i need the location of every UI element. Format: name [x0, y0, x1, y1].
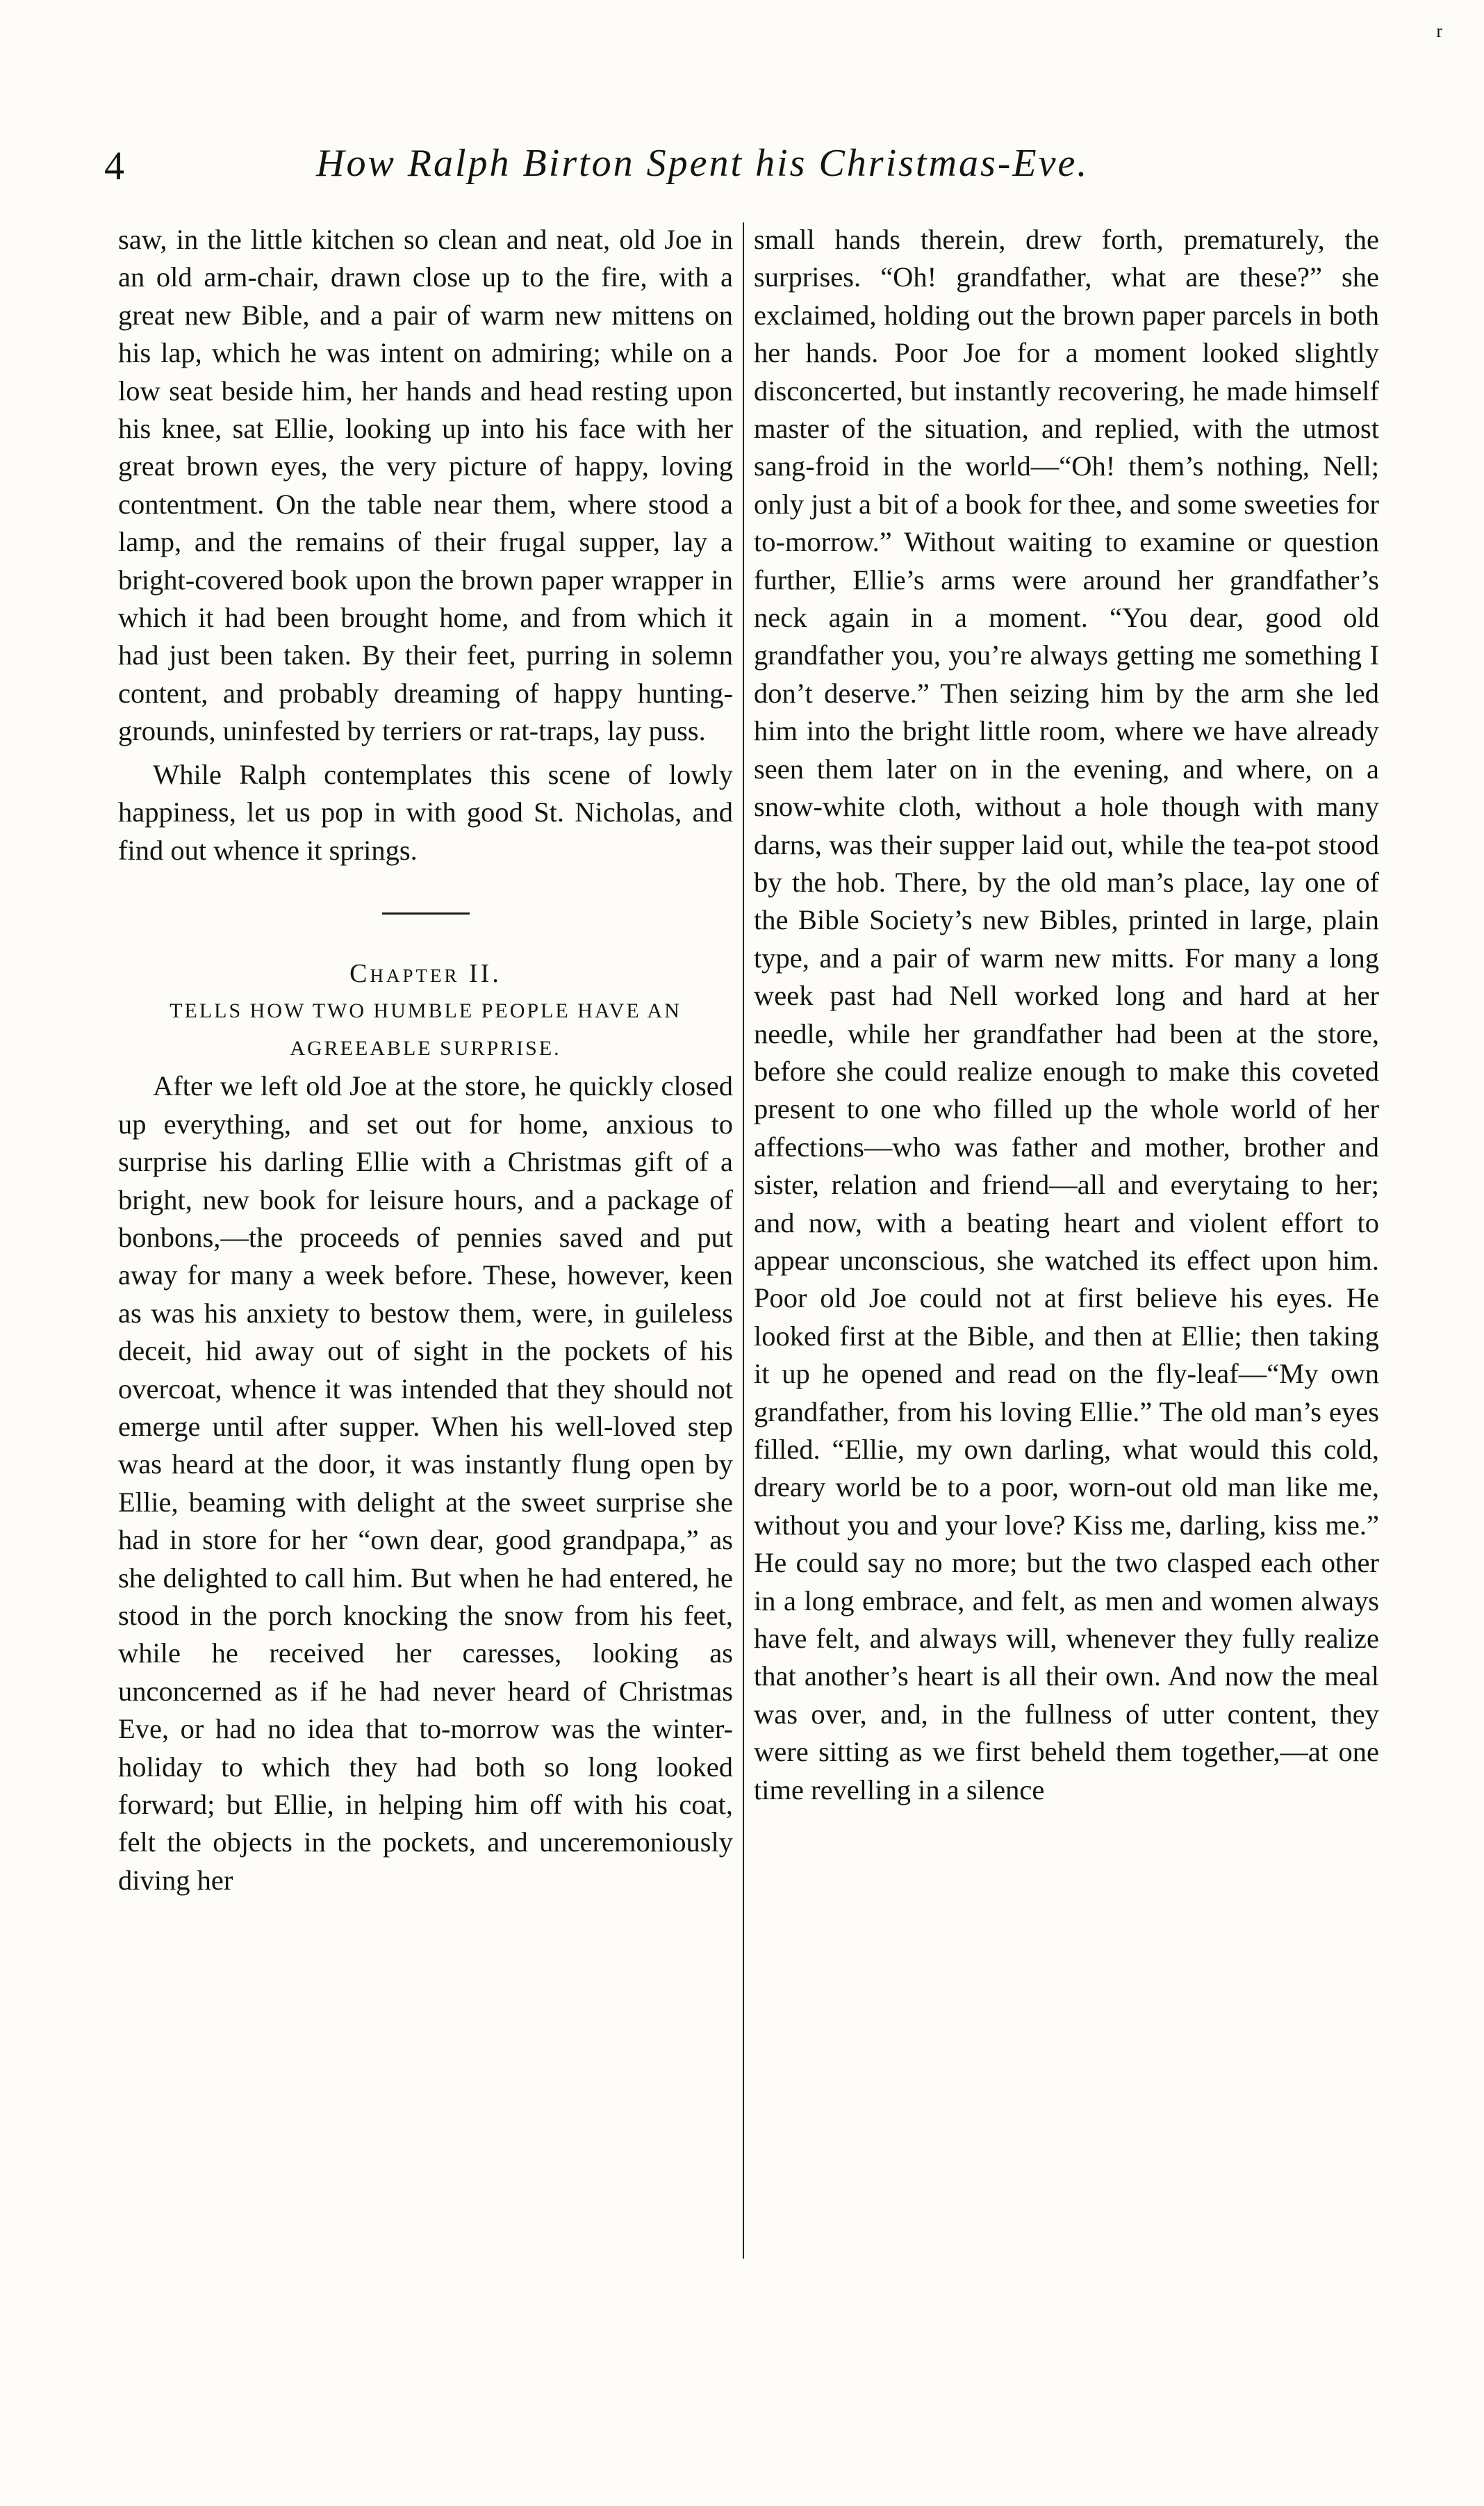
paragraph: While Ralph contemplates this scene of lowly happiness, let us pop in with good St. Nicholas, and find out whence it springs. [118, 758, 733, 866]
chapter-heading: Chapter II. [349, 958, 502, 988]
running-title: How Ralph Birton Spent his Christmas-Eve. [316, 142, 1089, 185]
paragraph: small hands therein, drew forth, prematurely, the surprises. “Oh! grandfather, what are these?” she exclaimed, holding out the brown paper parcels in both her hands. Poor Joe for a moment looked slightly disconcerted, but instantly recovering, he made himself master of the situation, and replied, with the utmost sang-froid in the world—“Oh! them’s nothing, Nell; only just a bit of a book for thee, and some sweeties for to-morrow.” Without waiting to examine or question further, Ellie’s arms were around her grandfather’s neck again in a moment. “You dear, good old grandfather you, you’re always getting me something I don’t deserve.” Then seizing him by the arm she led him into the bright little room, where we have already seen them later on in the evening, and where, on a snow-white cloth, without a hole though with many darns, was their supper laid out, while the tea-pot stood by the hob. There, by the old man’s place, lay one of the Bible Society’s new Bibles, printed in large, plain type, and a pair of warm new mitts. For many a long week past had Nell worked long and hard at her needle, while her grandfather had been at the store, before she could realize enough to make this coveted present to one who filled up the whole world of her affections—who was father and mother, brother and sister, relation and friend—all and everytaing to her; and now, with a beating heart and violent effort to appear unconscious, she watched its effect upon him. Poor old Joe could not at first believe his eyes. He looked first at the Bible, and then at Ellie; then taking it up he opened and read on the fly-leaf—“My own grandfather, from his loving Ellie.” The old man’s eyes filled. “Ellie, my own darling, what would this cold, dreary world be to a poor, worn-out old man like me, without you and your love? Kiss me, darling, kiss me.” He could say no more; but the two clasped each other in a long embrace, and felt, as men and women always have felt, and always will, whenever they fully realize that another’s heart is all their own. And now the meal was over, and, in the fullness of utter content, they were sitting as we first beheld them together,—at one time revelling in a silence [754, 224, 1379, 1805]
chapter-subtitle: TELLS HOW TWO HUMBLE PEOPLE HAVE AN AGREEABLE SURPRISE. [170, 999, 682, 1060]
paragraph: saw, in the little kitchen so clean and neat, old Joe in an old arm-chair, drawn close up to the fire, with a great new Bible, and a pair of warm new mittens on his lap, which he was intent on admiring; while on a low seat beside him, her hands and head resting upon his knee, sat Ellie, looking up into his face with her great brown eyes, the very picture of happy, loving contentment. On the table near them, where stood a lamp, and the remains of their frugal supper, lay a bright-covered book upon the brown paper wrapper in which it had been brought home, and from which it had just been taken. By their feet, purring in solemn content, and probably dreaming of happy hunting-grounds, uninfested by terriers or rat-traps, lay puss. [118, 224, 733, 747]
column-divider [743, 222, 744, 2259]
paragraph: After we left old Joe at the store, he quickly closed up everything, and set out for home, anxious to surprise his darling Ellie with a Christmas gift of a bright, new book for leisure hours, and a package of bonbons,—the proceeds of pennies saved and put away for many a week before. These, however, keen as was his anxiety to bestow them, were, in guileless deceit, hid away out of sight in the pockets of his overcoat, whence it was intended that they should not emerge until after supper. When his well-loved step was heard at the door, it was instantly flung open by Ellie, beaming with delight at the sweet surprise she had in store for her “own dear, good grandpapa,” as she delighted to call him. But when he had entered, he stood in the porch knocking the snow from his feet, while he received her caresses, looking as unconcerned as if he had never heard of Christmas Eve, or had no idea that to-morrow was the winter-holiday to which they had both so long looked forward; but Ellie, in helping him off with his coat, felt the objects in the pockets, and unceremoniously diving her [118, 1070, 733, 1896]
left-column [118, 221, 733, 1899]
section-divider [382, 912, 470, 915]
running-head [104, 136, 1390, 198]
corner-mark: r [1436, 21, 1442, 41]
page-number: 4 [104, 143, 124, 188]
right-column [754, 221, 1379, 1809]
